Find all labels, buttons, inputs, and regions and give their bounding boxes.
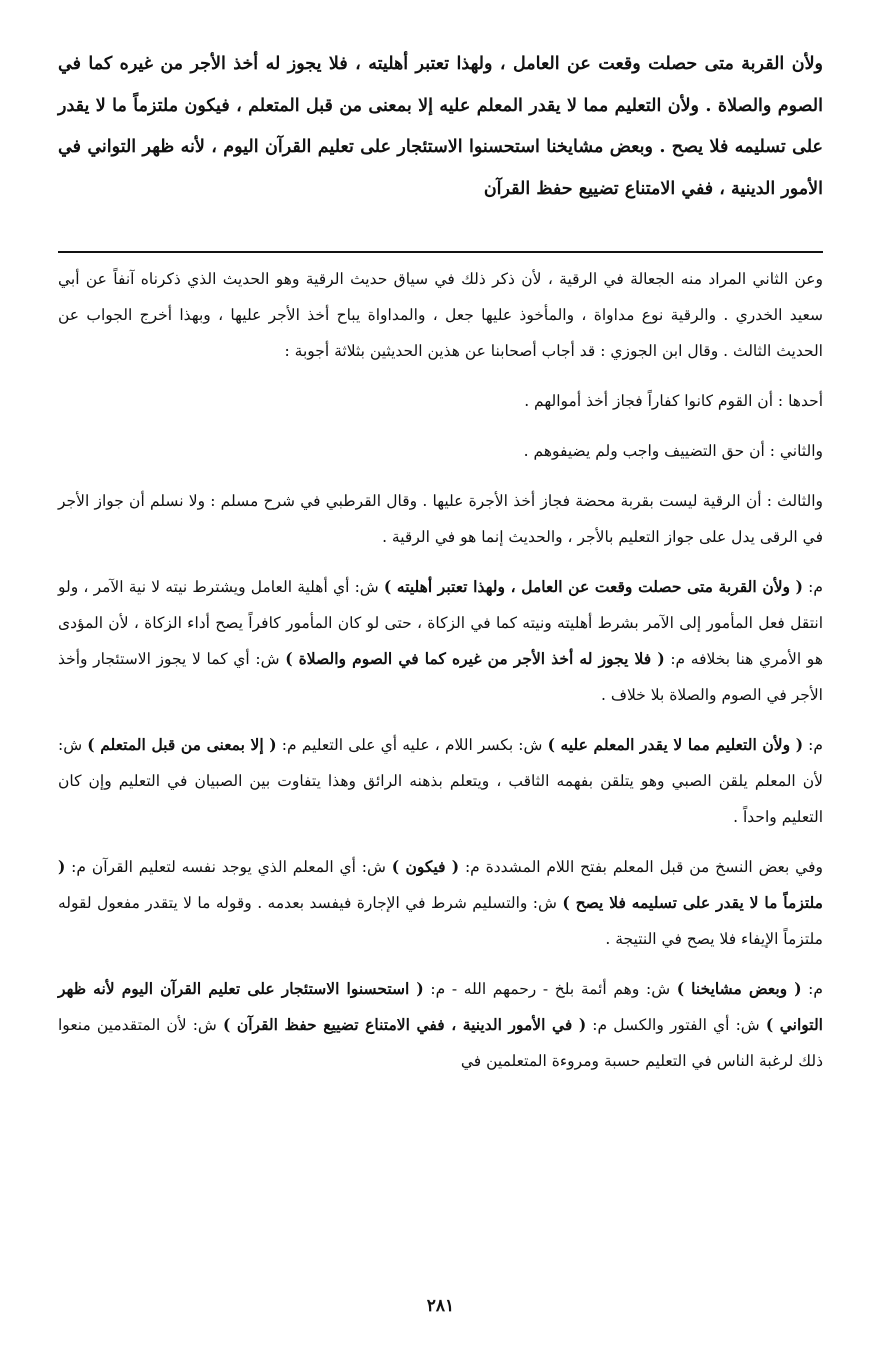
commentary-paragraph: وعن الثاني المراد منه الجعالة في الرقية ، لأن ذكر ذلك في سياق حديث الرقية وهو الحديث الذي ذكرناه آنفاً عن أبي سعيد الخدري . والرقية نوع مداواة ، والمأخوذ عليها جعل ، والمداواة يباح أخذ الأجر عليها ، وبهذا أخرج الجواب عن الحديث الثالث . وقال ابن الجوزي : قد أجاب أصحابنا عن هذين الحديثين بثلاثة أجوبة : <box>58 270 823 360</box>
commentary-paragraph <box>58 727 823 835</box>
commentary-text: ش: والتسليم شرط في الإجارة فيفسد بعدمه . وقوله ما لا يتقدر مفعول لقوله ملتزماً الإيفاء فلا يصح في النتيجة . <box>58 894 823 948</box>
commentary-paragraph <box>58 971 823 1079</box>
quoted-matn: ( ولأن القربة متى حصلت وقعت عن العامل ، ولهذا تعتبر أهليته ) <box>383 577 803 596</box>
commentary-text: ش: أي المعلم الذي يوجد نفسه لتعليم القرآن م: <box>65 858 392 876</box>
commentary-block <box>58 261 823 1093</box>
commentary-paragraph: والثالث : أن الرقية ليست بقربة محضة فجاز أخذ الأجرة عليها . وقال القرطبي في شرح مسلم : ولا نسلم أن جواز الأجر في الرقى يدل على جواز التعليم بالأجر ، والحديث إنما هو في الرقية . <box>58 492 823 546</box>
page-number: ٢٨١ <box>426 1296 455 1316</box>
quoted-matn: ( إلا بمعنى من قبل المتعلم ) <box>87 735 277 754</box>
commentary-text: وفي بعض النسخ من قبل المعلم بفتح اللام المشددة م: <box>459 858 823 876</box>
commentary-text: ش: لأن المعلم يلقن الصبي وهو يتلقن بفهمه الثاقب ، ويتعلم بذهنه الرائق وهذا يتفاوت بين الصبيان في التعليم وإن كان التعليم واحداً . <box>58 736 823 826</box>
commentary-text: ش: بكسر اللام ، عليه أي على التعليم م: <box>276 736 548 754</box>
commentary-text: ش: أي كما لا يجوز الاستئجار وأخذ الأجر في الصوم والصلاة بلا خلاف . <box>58 650 823 704</box>
quoted-matn: ( فلا يجوز له أخذ الأجر من غيره كما في الصوم والصلاة ) <box>285 649 665 668</box>
commentary-text: ش: وهم أئمة بلخ - رحمهم الله - م: <box>423 980 677 998</box>
quoted-matn: ( في الأمور الدينية ، ففي الامتناع تضييع حفظ القرآن ) <box>222 1015 587 1034</box>
separator-line <box>58 251 823 253</box>
commentary-text: م: <box>803 736 823 754</box>
commentary-text: م: <box>801 980 823 998</box>
quoted-matn: ( استحسنوا الاستئجار على تعليم القرآن اليوم لأنه ظهر التواني ) <box>58 979 823 1034</box>
main-text-block <box>58 44 823 210</box>
book-page <box>58 34 823 1334</box>
commentary-text: م: <box>803 578 823 596</box>
quoted-matn: ( ولأن التعليم مما لا يقدر المعلم عليه ) <box>547 735 804 754</box>
commentary-paragraph <box>58 569 823 713</box>
commentary-paragraph: والثاني : أن حق التضييف واجب ولم يضيفوهم . <box>523 442 823 460</box>
commentary-text: ش: أي أهلية العامل ويشترط نيته لا نية الآمر ، ولو انتقل فعل المأمور إلى الآمر بشرط أهليته ونيته كما في الزكاة ، حتى لو كان المأمور كافراً يصح أداء الزكاة ، لأن المؤدى هو الأمري هنا بخلافه م: <box>58 578 823 668</box>
commentary-paragraph: أحدها : أن القوم كانوا كفاراً فجاز أخذ أموالهم . <box>524 392 823 410</box>
commentary-paragraph <box>58 849 823 957</box>
quoted-matn: ( وبعض مشايخنا ) <box>676 979 802 998</box>
commentary-text: ش: أي الفتور والكسل م: <box>586 1016 766 1034</box>
commentary-text: ش: لأن المتقدمين منعوا ذلك لرغبة الناس في التعليم حسبة ومروءة المتعلمين في <box>58 1016 823 1070</box>
main-text-paragraph: ولأن القربة متى حصلت وقعت عن العامل ، ولهذا تعتبر أهليته ، فلا يجوز له أخذ الأجر من غيره كما في الصوم والصلاة . ولأن التعليم مما لا يقدر المعلم عليه إلا بمعنى من قبل المتعلم ، فيكون ملتزماً ما لا يقدر على تسليمه فلا يصح . وبعض مشايخنا استحسنوا الاستئجار على تعليم القرآن اليوم ، لأنه ظهر التواني في الأمور الدينية ، ففي الامتناع تضييع حفظ القرآن <box>58 54 823 199</box>
quoted-matn: ( فيكون ) <box>391 857 460 876</box>
quoted-matn: ( ملتزماً ما لا يقدر على تسليمه فلا يصح ) <box>58 857 823 912</box>
